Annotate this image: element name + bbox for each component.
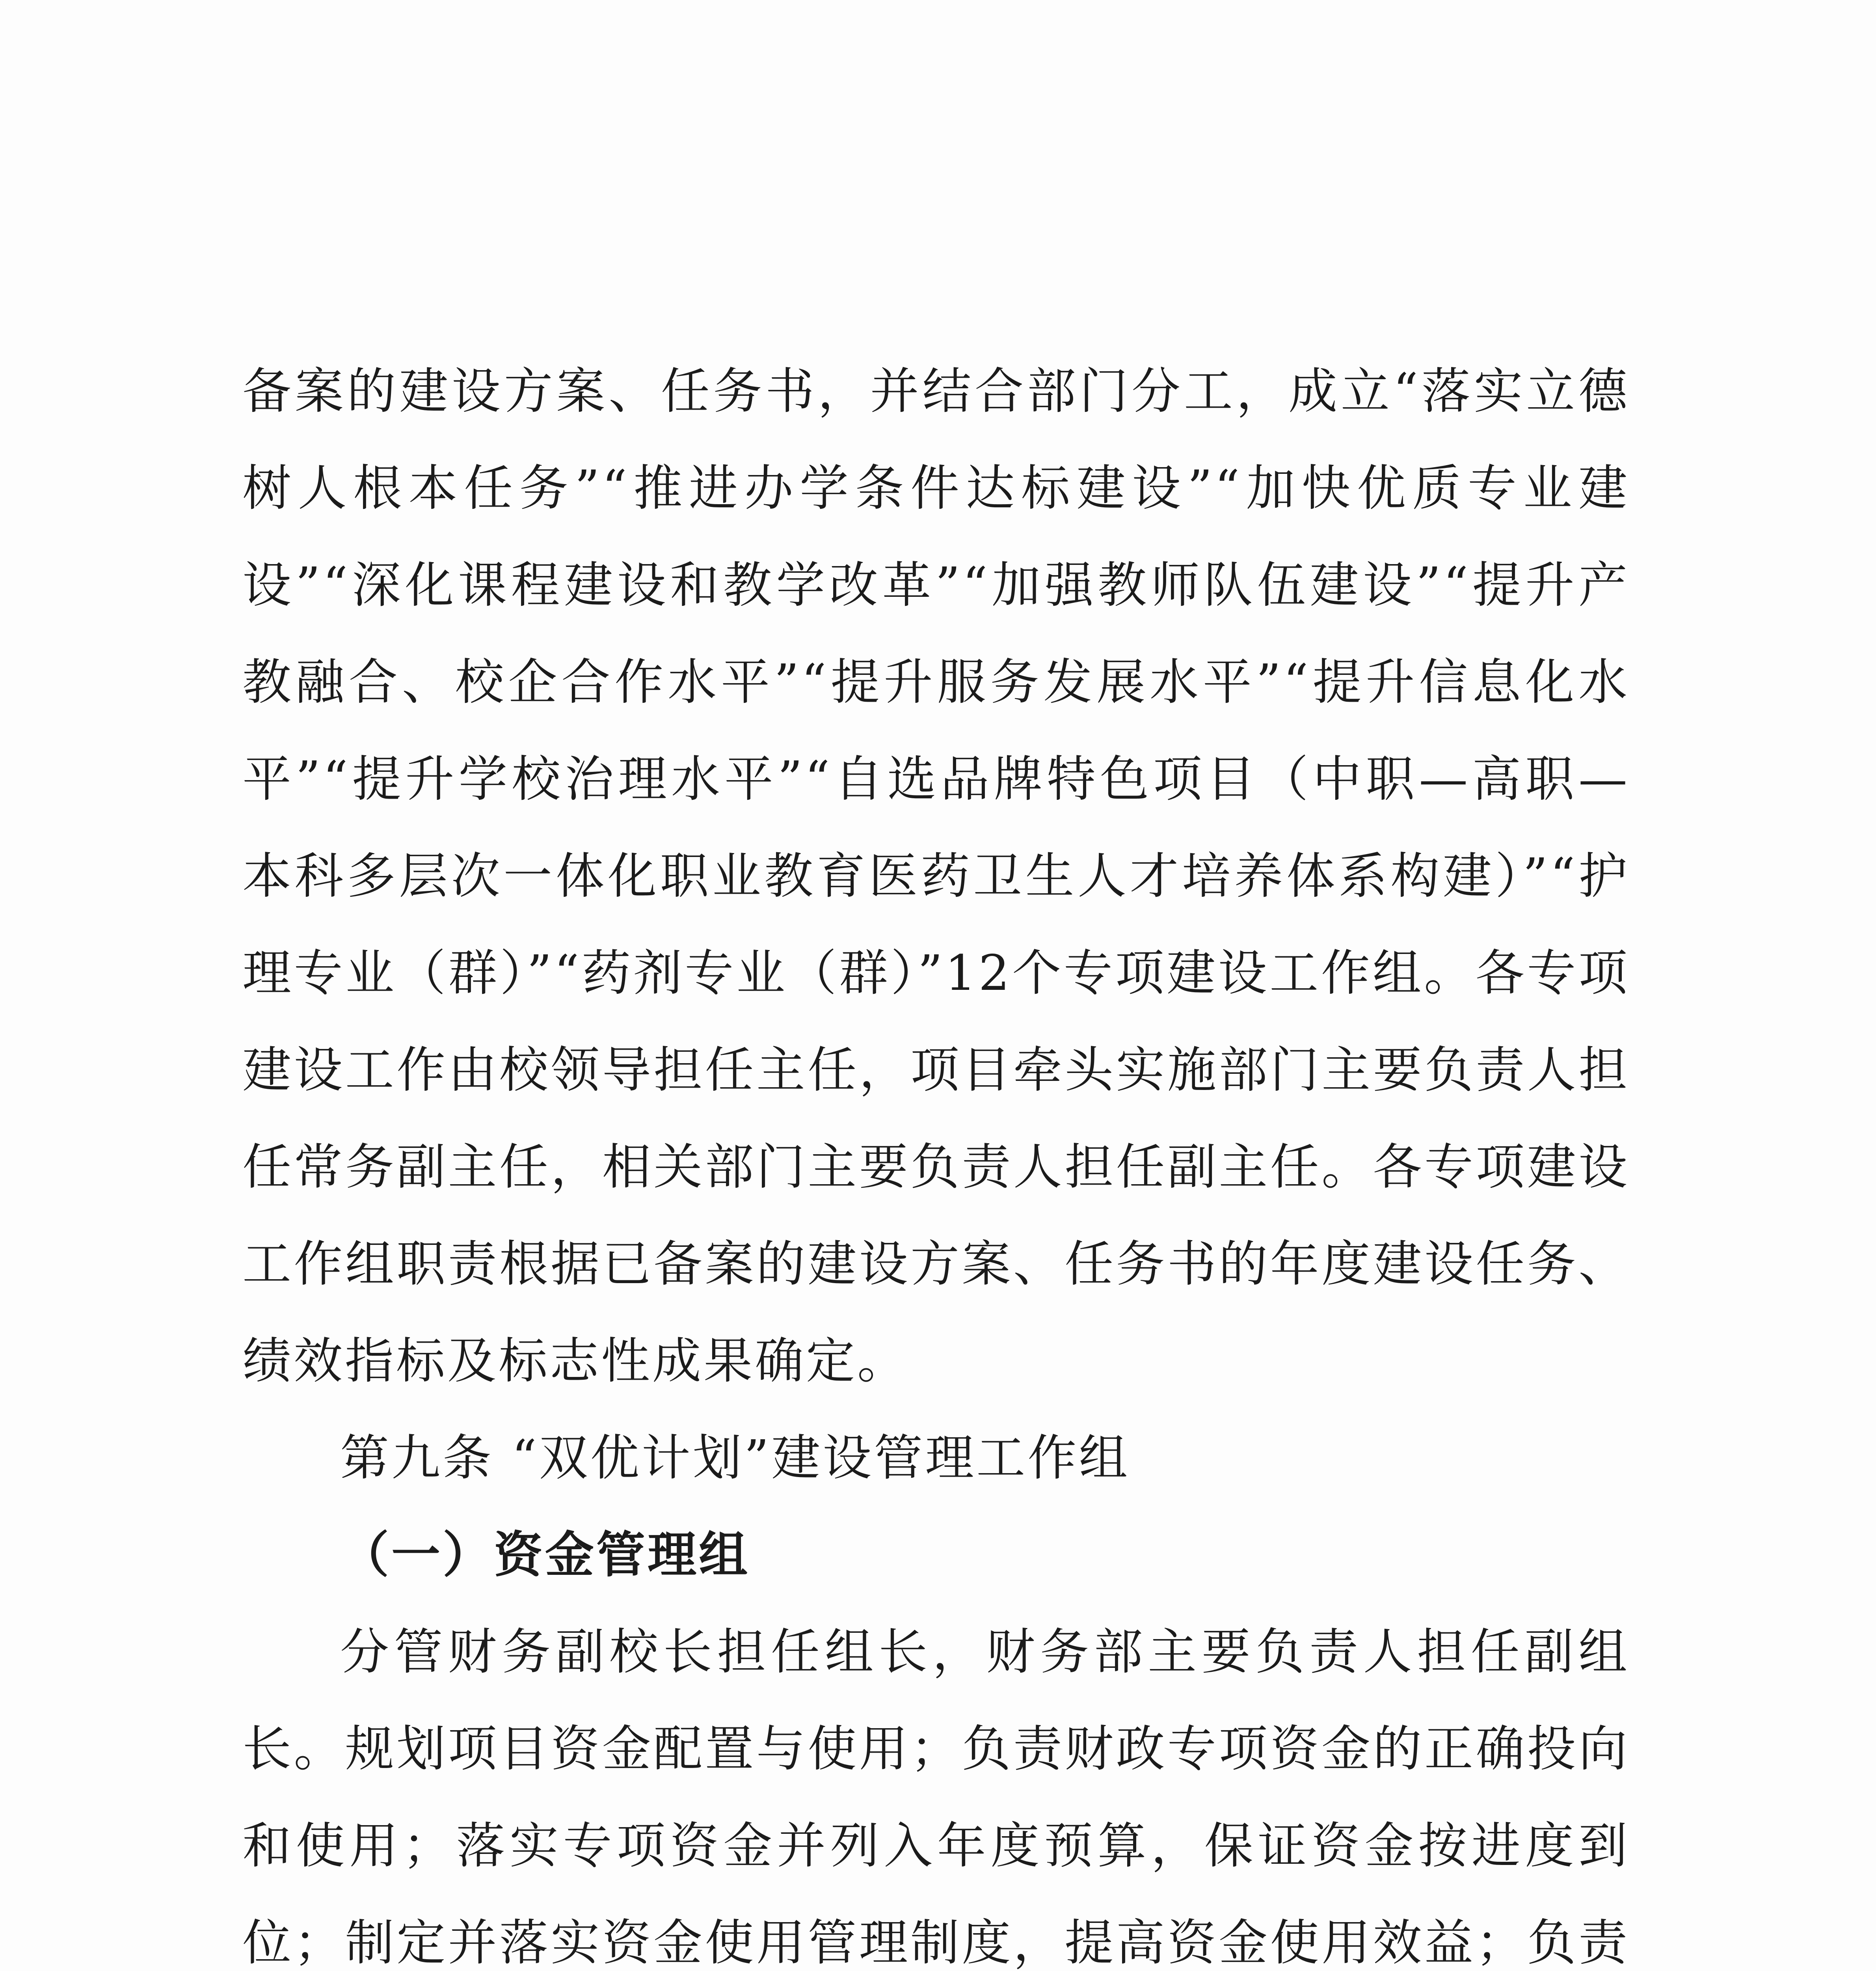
section-fund-management-body: 分管财务副校长担任组长，财务部主要负责人担任副组长。规划项目资金配置与使用；负责财政专项资金的正确投向和使用；落实专项资金并列入年度预算，保证资金按进度到位；制定并落实资金使用管理制度，提高资金使用效益；负责 — [242, 1624, 1630, 1971]
section-fund-management-title: （一）资金管理组 — [340, 1527, 750, 1584]
article-9-title: 第九条 “双优计划”建设管理工作组 — [340, 1430, 1130, 1487]
paragraph-working-groups: 备案的建设方案、任务书，并结合部门分工，成立“落实立德树人根本任务”“推进办学条件达标建设”“加快优质专业建设”“深化课程建设和教学改革”“加强教师队伍建设”“提升产教融合、校企合作水平”“提升服务发展水平”“提升信息化水平”“提升学校治理水平”“自选品牌特色项目（中职—高职—本科多层次一体化职业教育医药卫生人才培养体系构建）”“护理专业（群）”“药剂专业（群）”12个专项建设工作组。各专项建设工作由校领导担任主任，项目牵头实施部门主要负责人担任常务副主任，相关部门主要负责人担任副主任。各专项建设工作组职责根据已备案的建设方案、任务书的年度建设任务、绩效指标及标志性成果确定。 — [242, 363, 1630, 1390]
document-body — [242, 343, 1630, 1971]
